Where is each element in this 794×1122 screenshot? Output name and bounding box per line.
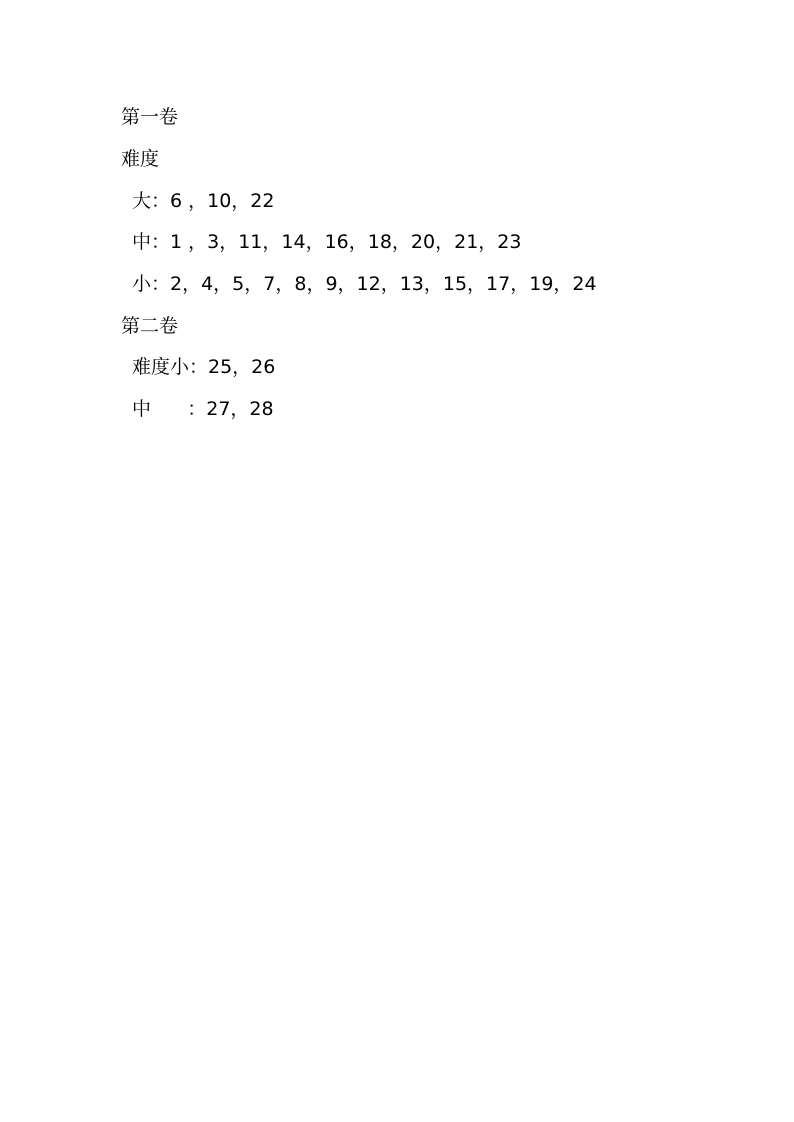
part1-row-easy: 小：2，4，5，7，8，9，12，13，15，17，19，24 <box>132 273 597 295</box>
part2-title: 第二卷 <box>121 315 179 337</box>
part1-row-hard: 大：6 ，10，22 <box>132 190 275 212</box>
part2-row-easy: 难度小：25，26 <box>132 356 276 378</box>
part1-difficulty-label: 难度 <box>121 148 160 170</box>
part2-row-medium: 中 ：27，28 <box>132 398 274 420</box>
part1-title: 第一卷 <box>121 106 179 128</box>
part1-row-medium: 中：1 ，3，11，14，16，18，20，21，23 <box>132 231 522 253</box>
